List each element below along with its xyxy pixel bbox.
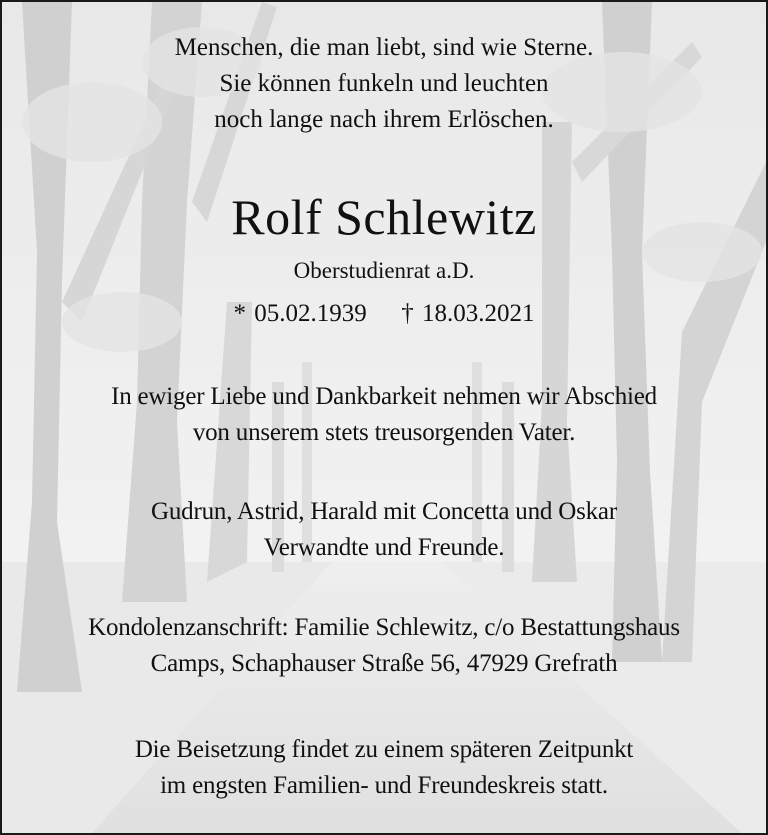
mourners-line: Gudrun, Astrid, Harald mit Concetta und Oskar <box>151 498 617 525</box>
burial-line: Die Beisetzung findet zu einem späteren Zeitpunkt <box>134 736 634 763</box>
deceased-title: Oberstudienrat a.D. <box>293 258 475 283</box>
death-date: 18.03.2021 <box>422 300 535 327</box>
poem-line: Sie können funkeln und leuchten <box>219 70 549 97</box>
condolence-line: Kondolenzanschrift: Familie Schlewitz, c/o Bestattungshaus <box>88 614 680 641</box>
farewell-line: von unserem stets treusorgenden Vater. <box>192 419 576 446</box>
condolence-line: Camps, Schaphauser Straße 56, 47929 Grefrath <box>150 650 618 677</box>
birth-date: 05.02.1939 <box>254 300 367 327</box>
burial-line: im engsten Familien- und Freundeskreis statt. <box>160 772 608 799</box>
death-cross-icon: † <box>401 300 414 327</box>
poem-line: noch lange nach ihrem Erlöschen. <box>214 106 554 133</box>
poem-line: Menschen, die man liebt, sind wie Sterne. <box>174 34 594 61</box>
deceased-name: Rolf Schlewitz <box>231 189 537 245</box>
life-dates <box>2 300 766 328</box>
mourners-line: Verwandte und Freunde. <box>263 534 505 561</box>
farewell-line: In ewiger Liebe und Dankbarkeit nehmen wir Abschied <box>111 383 657 410</box>
notice-content <box>2 2 766 833</box>
birth-star-icon: * <box>233 300 246 327</box>
